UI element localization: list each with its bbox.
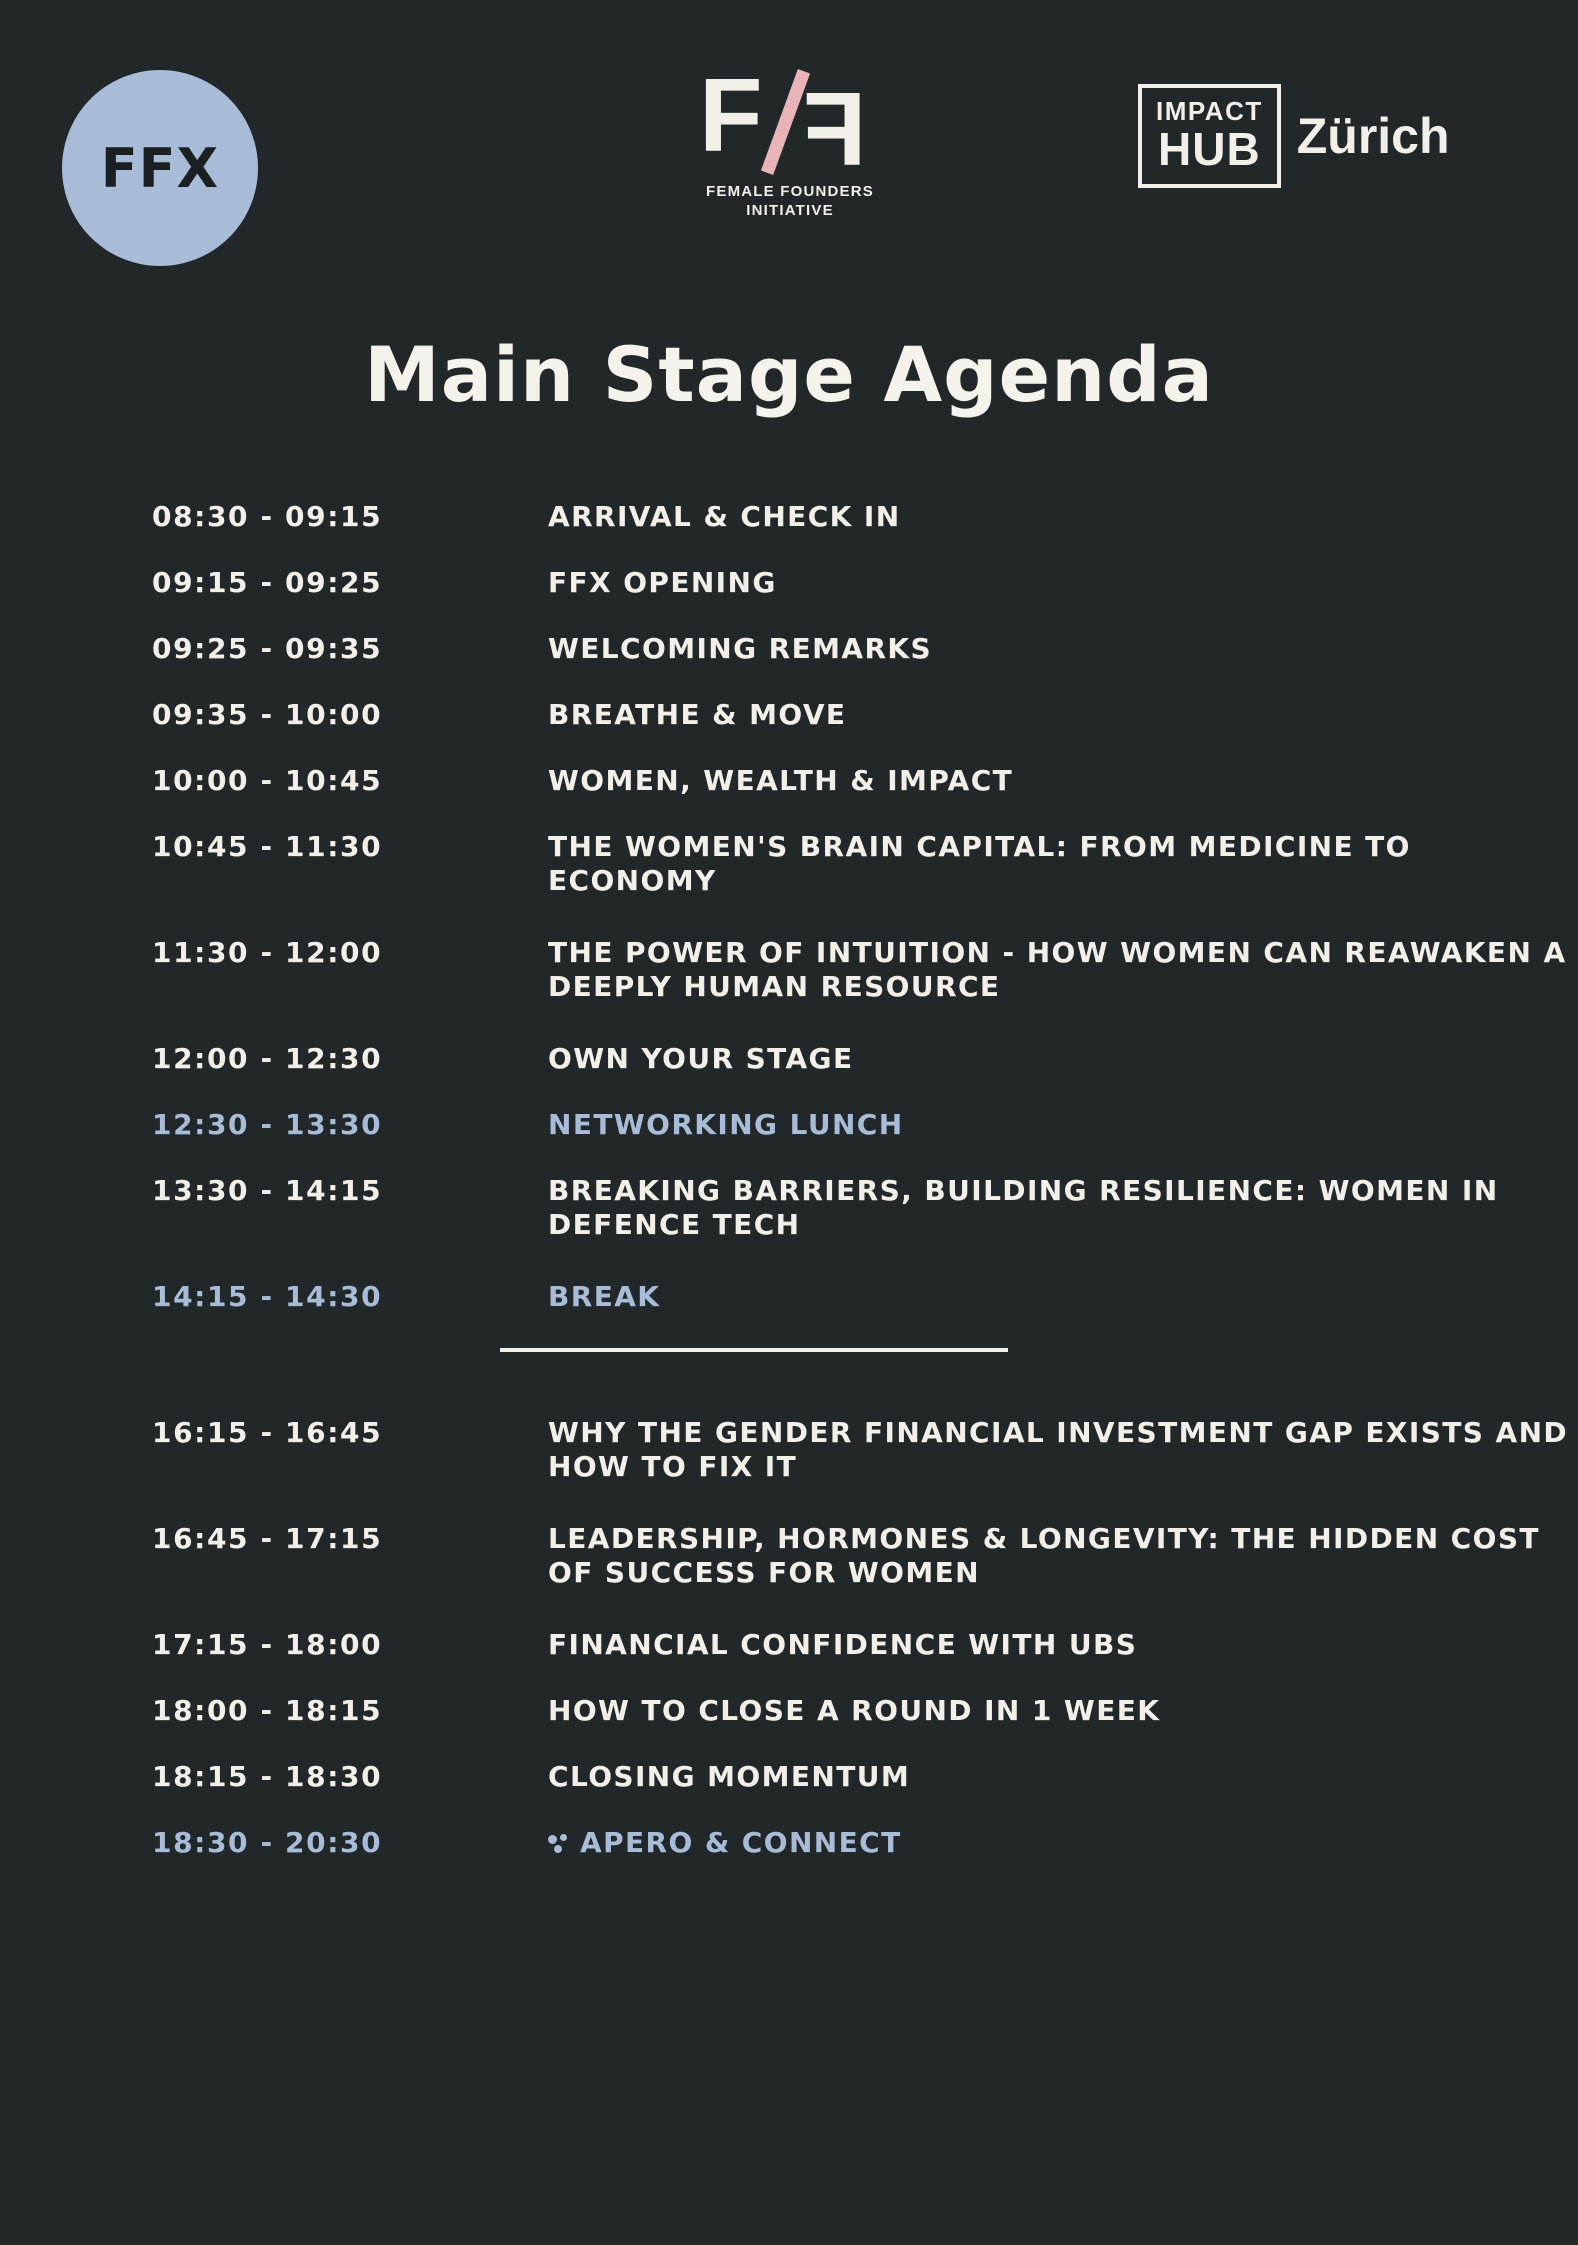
agenda-time: 13:30 - 14:15 (152, 1174, 383, 1207)
impact-hub-city: Zürich (1296, 108, 1450, 164)
agenda-label: LEADERSHIP, HORMONES & LONGEVITY: THE HIDDEN COST OF SUCCESS FOR WOMEN (548, 1522, 1540, 1589)
impact-hub-zurich-logo (1138, 84, 1450, 188)
agenda-row (0, 830, 1578, 898)
ffi-monogram-icon: F F (699, 58, 867, 188)
agenda-row (0, 936, 1578, 1004)
agenda-time: 12:00 - 12:30 (152, 1042, 383, 1075)
female-founders-initiative-logo (660, 58, 920, 220)
agenda-label: HOW TO CLOSE A ROUND IN 1 WEEK (548, 1694, 1161, 1727)
agenda-time: 09:15 - 09:25 (152, 566, 383, 599)
agenda-label-wrapper (548, 1826, 902, 1860)
agenda-row (0, 632, 1578, 666)
dots-icon (548, 1834, 570, 1854)
agenda-row-apero (0, 1826, 1578, 1860)
agenda-label: FINANCIAL CONFIDENCE WITH UBS (548, 1628, 1138, 1661)
agenda-row-break (0, 1280, 1578, 1314)
agenda-time: 09:25 - 09:35 (152, 632, 383, 665)
agenda-time: 12:30 - 13:30 (152, 1108, 383, 1141)
agenda-label: FFX OPENING (548, 566, 777, 599)
agenda-row (0, 764, 1578, 798)
ffx-logo (62, 70, 258, 266)
agenda-label: CLOSING MOMENTUM (548, 1760, 911, 1793)
ffi-caption-line1: FEMALE FOUNDERS (706, 183, 874, 200)
agenda-time: 16:15 - 16:45 (152, 1416, 383, 1449)
ffi-caption (660, 182, 920, 220)
agenda-label: WOMEN, WEALTH & IMPACT (548, 764, 1014, 797)
agenda-time: 18:15 - 18:30 (152, 1760, 383, 1793)
impact-hub-hub-text: HUB (1158, 123, 1261, 175)
agenda-label: THE POWER OF INTUITION - HOW WOMEN CAN REAWAKEN A DEEPLY HUMAN RESOURCE (548, 936, 1567, 1003)
agenda-time: 14:15 - 14:30 (152, 1280, 383, 1313)
agenda-time: 10:45 - 11:30 (152, 830, 383, 863)
agenda-list (0, 500, 1578, 1892)
agenda-time: 16:45 - 17:15 (152, 1522, 383, 1555)
agenda-label: NETWORKING LUNCH (548, 1108, 904, 1141)
ffx-logo-text: FFX (100, 136, 220, 200)
agenda-row (0, 1174, 1578, 1242)
impact-hub-mark (1138, 84, 1281, 188)
page-title: Main Stage Agenda (364, 330, 1214, 419)
agenda-label: APERO & CONNECT (580, 1826, 902, 1859)
agenda-label: BREATHE & MOVE (548, 698, 847, 731)
agenda-label: ARRIVAL & CHECK IN (548, 500, 901, 533)
agenda-label: BREAKING BARRIERS, BUILDING RESILIENCE: WOMEN IN DEFENCE TECH (548, 1174, 1499, 1241)
agenda-row-networking-lunch (0, 1108, 1578, 1142)
section-divider (500, 1348, 1008, 1352)
agenda-time: 10:00 - 10:45 (152, 764, 383, 797)
agenda-row (0, 1694, 1578, 1728)
agenda-label: WELCOMING REMARKS (548, 632, 933, 665)
agenda-time: 09:35 - 10:00 (152, 698, 383, 731)
agenda-row (0, 566, 1578, 600)
agenda-row (0, 1628, 1578, 1662)
agenda-row (0, 500, 1578, 534)
agenda-row (0, 1522, 1578, 1590)
agenda-row (0, 1760, 1578, 1794)
agenda-row (0, 1042, 1578, 1076)
agenda-label: BREAK (548, 1280, 661, 1313)
agenda-label: THE WOMEN'S BRAIN CAPITAL: FROM MEDICINE TO ECONOMY (548, 830, 1411, 897)
logo-row (0, 56, 1578, 276)
agenda-time: 18:00 - 18:15 (152, 1694, 383, 1727)
agenda-time: 08:30 - 09:15 (152, 500, 383, 533)
agenda-time: 11:30 - 12:00 (152, 936, 383, 969)
impact-hub-impact-text: IMPACT (1156, 96, 1263, 126)
agenda-label: OWN YOUR STAGE (548, 1042, 854, 1075)
ffi-caption-line2: INITIATIVE (746, 202, 834, 219)
agenda-time: 17:15 - 18:00 (152, 1628, 383, 1661)
agenda-row (0, 698, 1578, 732)
agenda-time: 18:30 - 20:30 (152, 1826, 383, 1859)
agenda-label: WHY THE GENDER FINANCIAL INVESTMENT GAP EXISTS AND HOW TO FIX IT (548, 1416, 1569, 1483)
agenda-row (0, 1416, 1578, 1484)
